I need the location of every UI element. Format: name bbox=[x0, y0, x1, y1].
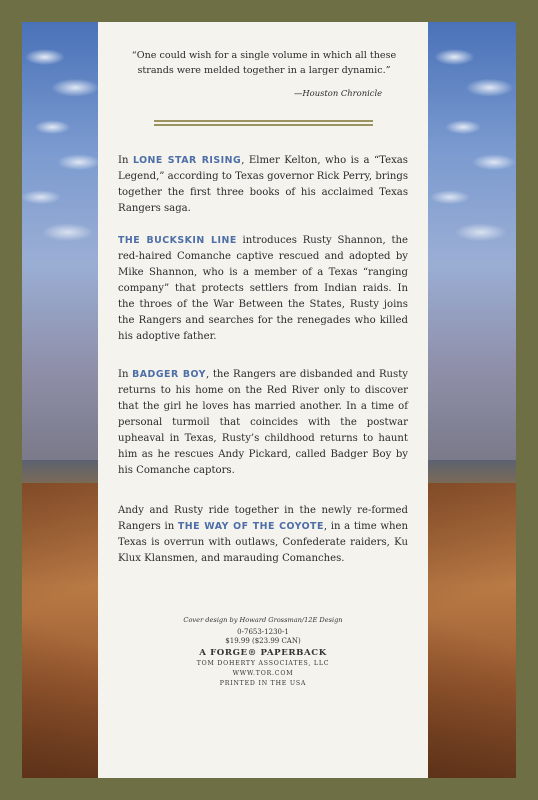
sky-clouds bbox=[22, 22, 98, 460]
price: $19.99 ($23.99 CAN) bbox=[225, 637, 301, 645]
website: WWW.TOR.COM bbox=[232, 670, 294, 677]
book-title: BADGER BOY bbox=[132, 369, 206, 380]
paragraph-intro: In LONE STAR RISING, Elmer Kelton, who is a “Texas Legend,” according to Texas governor Rick Perry, brings together the first three books of his acclaimed Texas Rangers saga. bbox=[118, 155, 408, 214]
cover-design-credit: Cover design by Howard Grossman/12E Design bbox=[183, 616, 343, 624]
book-title: LONE STAR RISING bbox=[132, 155, 242, 166]
paragraph-way-of-the-coyote: Andy and Rusty ride together in the newly re-formed Rangers in THE WAY OF THE COYOTE, in a time when Texas is overrun with outlaws, Confederate raiders, Ku Klux Klansmen, and marauding Comanches. bbox=[118, 505, 409, 564]
book-title: THE BUCKSKIN LINE bbox=[118, 235, 237, 246]
review-attribution: —Houston Chronicle bbox=[294, 88, 383, 98]
hillside bbox=[22, 483, 98, 778]
sky-clouds bbox=[428, 22, 516, 460]
paragraph-buckskin-line: THE BUCKSKIN LINE introduces Rusty Shannon, the red-haired Comanche captive rescued and adopted by Mike Shannon, who is a member of a Texas “ranging company” that protects settlers from Indian raids. In the throes of the War Between the States, Rusty joins the Rangers and searches for the renegades who killed his adoptive father. bbox=[118, 235, 408, 342]
cover-photo-left bbox=[22, 22, 98, 778]
hillside bbox=[428, 483, 516, 778]
book-title: THE WAY OF THE COYOTE bbox=[177, 521, 324, 532]
back-cover-text-panel bbox=[98, 22, 428, 778]
publisher: TOM DOHERTY ASSOCIATES, LLC bbox=[196, 660, 330, 667]
horizon bbox=[22, 460, 98, 483]
cover-photo-right bbox=[428, 22, 516, 778]
horizon bbox=[428, 460, 516, 483]
review-quote: “One could wish for a single volume in which all these strands were melded together in a larger dynamic.” bbox=[131, 50, 397, 76]
section-divider bbox=[154, 120, 373, 126]
paragraph-badger-boy: In BADGER BOY, the Rangers are disbanded and Rusty returns to his home on the Red River only to discover that the girl he loves has married another. In a time of personal turmoil that coincides with the postwar upheaval in Texas, Rusty’s childhood returns to haunt him as he rescues Andy Pickard, called Badger Boy by his Comanche captors. bbox=[118, 369, 408, 476]
isbn: 0-7653-1230-1 bbox=[237, 628, 289, 636]
imprint: A FORGE® PAPERBACK bbox=[199, 648, 327, 658]
printed-in: PRINTED IN THE USA bbox=[219, 680, 307, 687]
